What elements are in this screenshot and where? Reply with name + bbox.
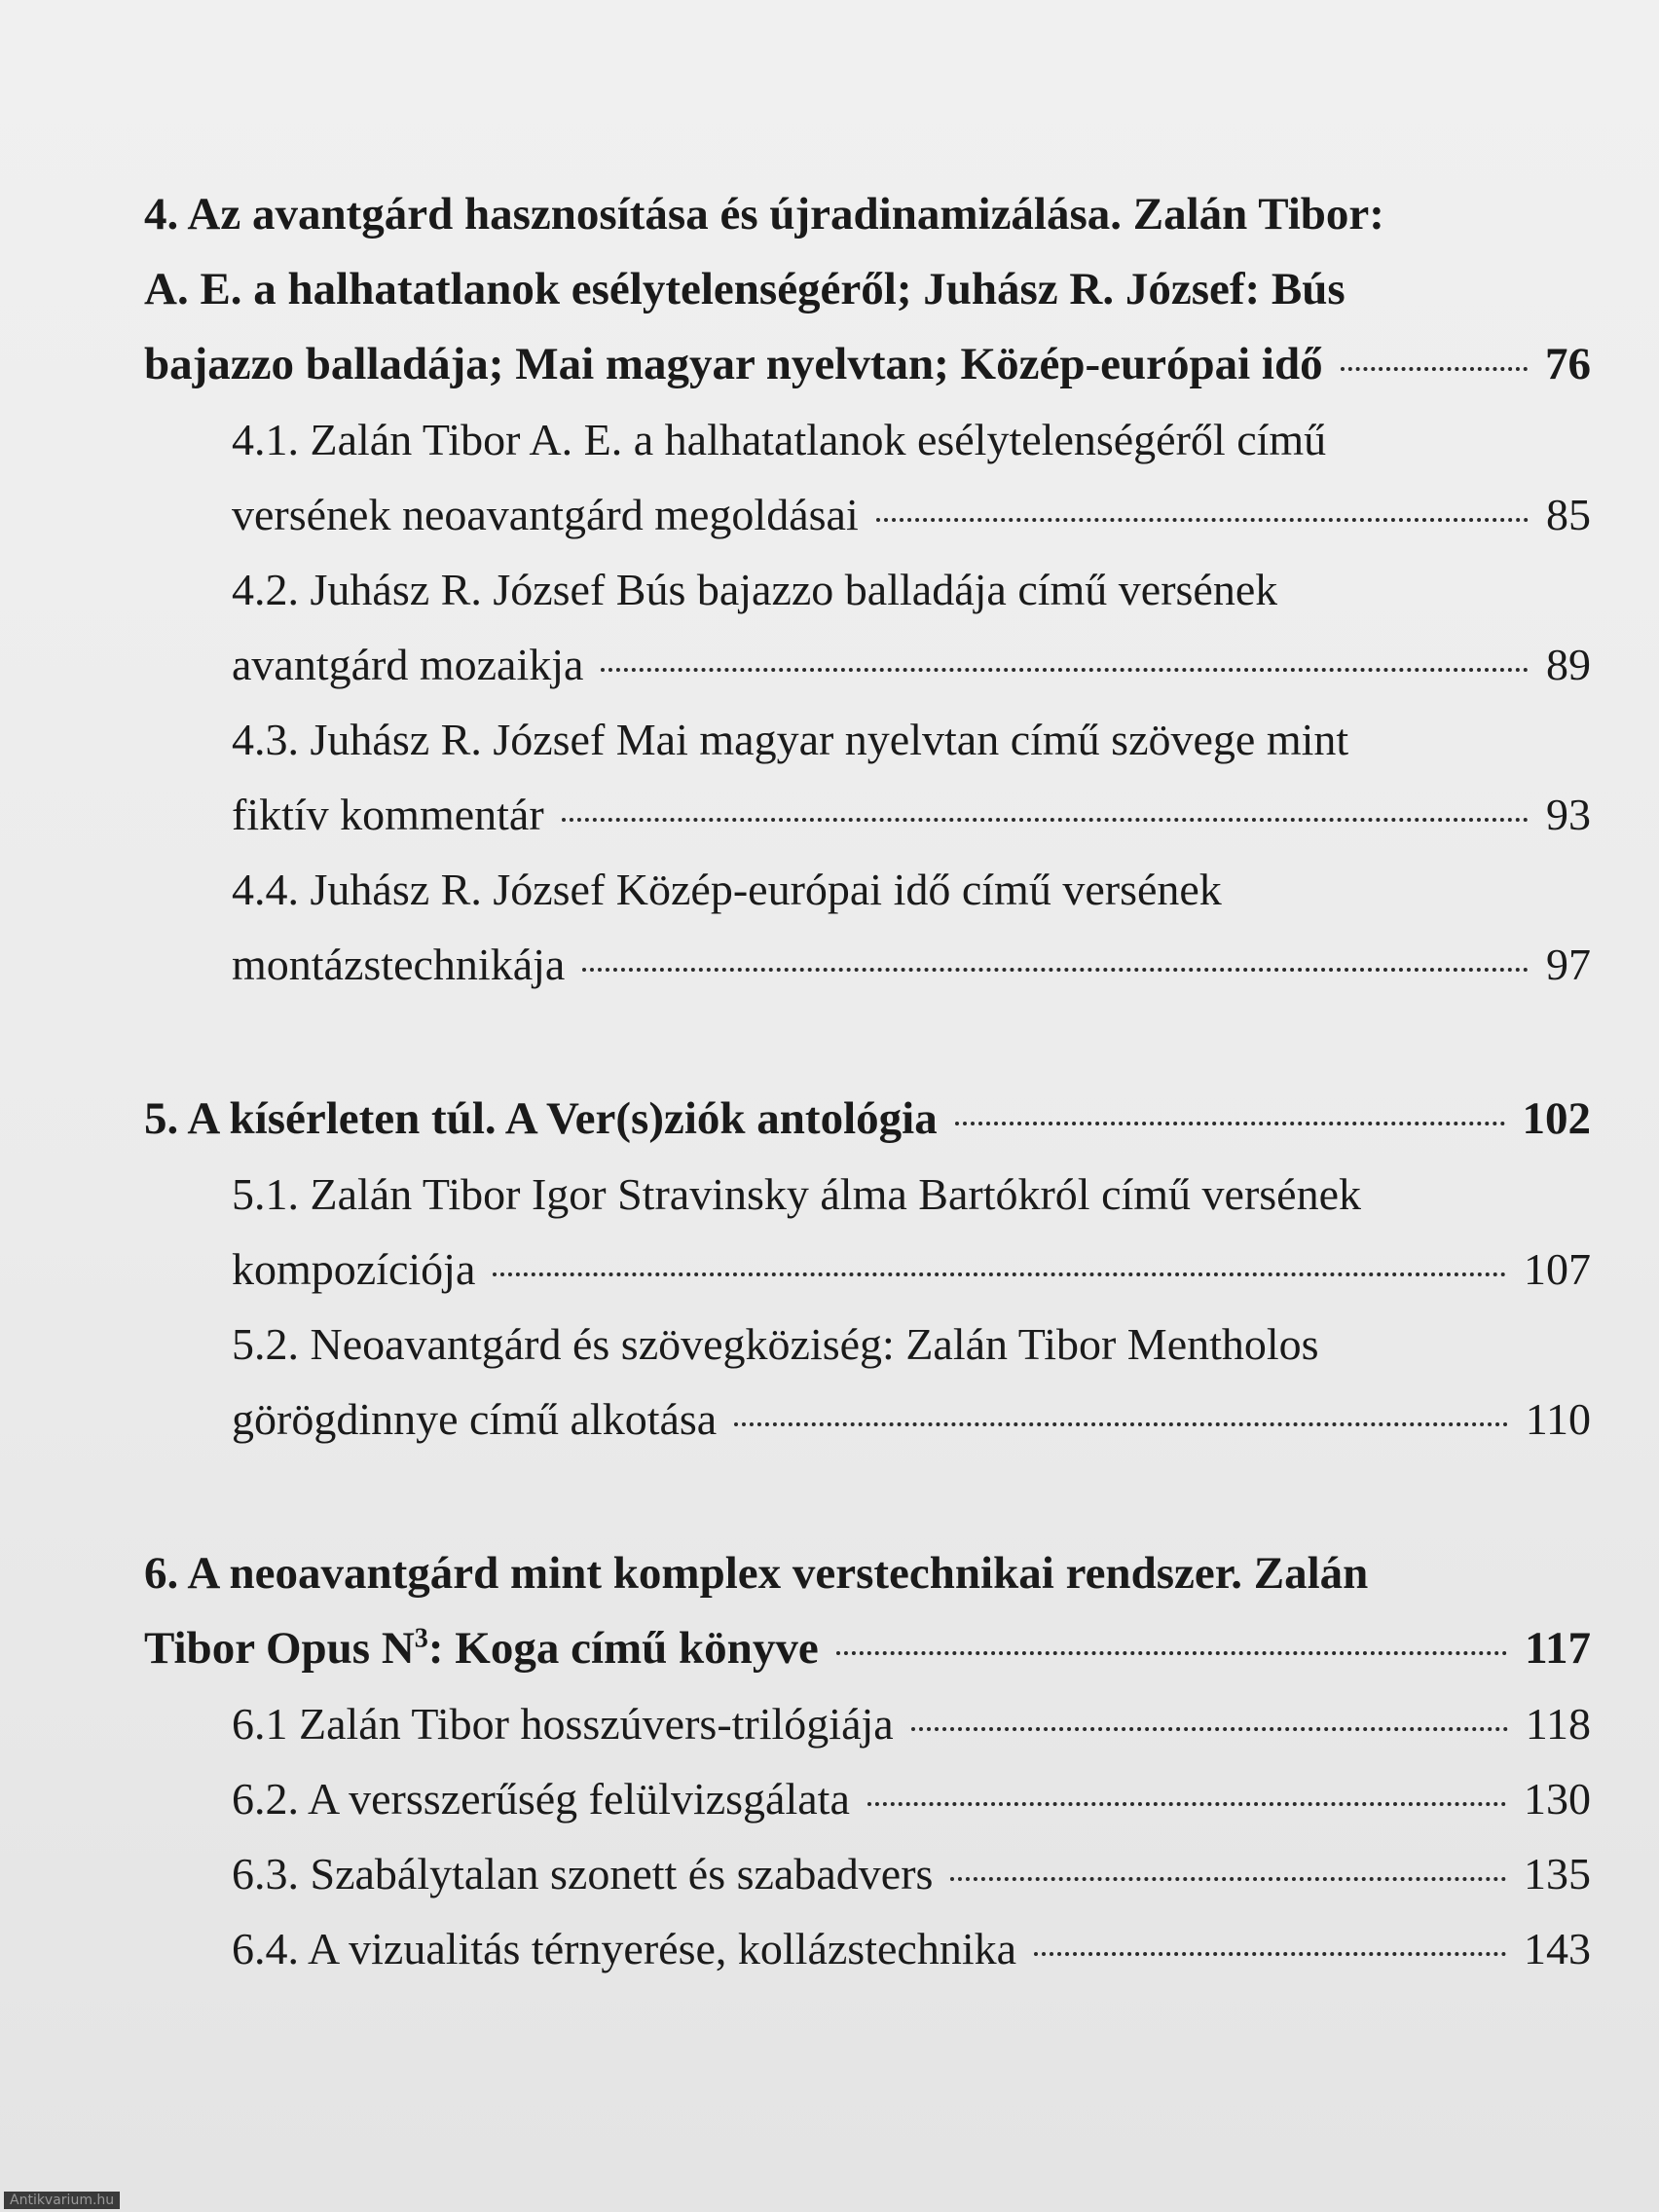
- dot-leader: [950, 1877, 1506, 1881]
- toc-line: [144, 852, 1591, 927]
- dot-leader: [867, 1802, 1506, 1806]
- dot-leader: [582, 968, 1529, 972]
- toc-line: [144, 252, 1591, 327]
- toc-line: [144, 177, 1591, 252]
- page-number: 135: [1524, 1849, 1591, 1899]
- page-number: 118: [1525, 1699, 1591, 1749]
- page-number: 102: [1522, 1093, 1591, 1144]
- toc-chapter-5: [144, 1082, 1591, 1157]
- toc-line: [144, 1611, 1591, 1686]
- watermark-label: Antikvarium.hu: [4, 2192, 120, 2209]
- toc-line: [144, 1382, 1591, 1456]
- toc-chapter-6: [144, 1536, 1591, 1686]
- subsection-title-line: avantgárd mozaikja: [232, 640, 584, 689]
- page-number: 117: [1525, 1623, 1591, 1674]
- toc-line: [144, 327, 1591, 402]
- subsection-title-line: montázstechnikája: [232, 940, 566, 989]
- toc-chapter-4: [144, 177, 1591, 402]
- subsection-title-line: 4.2. Juhász R. József Bús bajazzo balladája című versének: [232, 565, 1278, 614]
- dot-leader: [836, 1651, 1507, 1655]
- page-number: 143: [1524, 1924, 1591, 1973]
- subsection-title-line: görögdinnye című alkotása: [232, 1394, 718, 1444]
- page-number: 93: [1546, 790, 1591, 839]
- chapter-title-line: [144, 1611, 819, 1686]
- page-number: 107: [1524, 1244, 1591, 1294]
- chapter-title-line: 6. A neoavantgárd mint komplex verstechnikai rendszer. Zalán: [144, 1548, 1369, 1599]
- toc-line: [144, 402, 1591, 477]
- dot-leader: [911, 1727, 1508, 1731]
- toc-line: [144, 1536, 1591, 1611]
- chapter-title-part: Tibor Opus N: [144, 1623, 415, 1674]
- page-number: 130: [1524, 1774, 1591, 1824]
- section-gap: [144, 1456, 1591, 1536]
- toc-line: [144, 477, 1591, 552]
- toc-line: [144, 1232, 1591, 1307]
- dot-leader: [601, 668, 1529, 672]
- toc-line: [144, 552, 1591, 627]
- toc-line: [144, 1686, 1591, 1761]
- page-number: 110: [1525, 1394, 1591, 1444]
- toc-line: [144, 1157, 1591, 1232]
- dot-leader: [562, 818, 1529, 822]
- dot-leader: [1034, 1952, 1506, 1956]
- page-number: 97: [1546, 940, 1591, 989]
- chapter-title-line: A. E. a halhatatlanok esélytelenségéről; Juhász R. József: Bús: [144, 264, 1346, 314]
- toc-subsections-6: [144, 1686, 1591, 1986]
- toc-line: [144, 1761, 1591, 1836]
- toc-line: [144, 927, 1591, 1002]
- dot-leader: [955, 1122, 1505, 1125]
- dot-leader: [493, 1272, 1506, 1276]
- page-number: 76: [1545, 339, 1591, 389]
- chapter-title-line: 4. Az avantgárd hasznosítása és újradinamizálása. Zalán Tibor:: [144, 189, 1384, 240]
- page-number: 89: [1546, 640, 1591, 689]
- subsection-title-line: 6.3. Szabálytalan szonett és szabadvers: [232, 1849, 934, 1899]
- subsection-title-line: 6.1 Zalán Tibor hosszúvers-trilógiája: [232, 1699, 894, 1749]
- subsection-title-line: 6.2. A versszerűség felülvizsgálata: [232, 1774, 850, 1824]
- toc-line: [144, 1082, 1591, 1157]
- subsection-title-line: 5.1. Zalán Tibor Igor Stravinsky álma Bartókról című versének: [232, 1169, 1362, 1219]
- toc-line: [144, 627, 1591, 702]
- toc-line: [144, 1307, 1591, 1382]
- subsection-title-line: 4.3. Juhász R. József Mai magyar nyelvtan című szövege mint: [232, 715, 1349, 764]
- section-gap: [144, 1002, 1591, 1082]
- page-number: 85: [1546, 490, 1591, 539]
- chapter-title-part: : Koga című könyve: [427, 1623, 819, 1674]
- toc-line: [144, 1836, 1591, 1911]
- subsection-title-line: 5.2. Neoavantgárd és szövegköziség: Zalán Tibor Mentholos: [232, 1319, 1319, 1369]
- toc-line: [144, 702, 1591, 777]
- subsection-title-line: 4.4. Juhász R. József Közép-európai idő című versének: [232, 865, 1222, 914]
- table-of-contents: [144, 177, 1591, 1986]
- subsection-title-line: versének neoavantgárd megoldásai: [232, 490, 859, 539]
- subsection-title-line: kompozíciója: [232, 1244, 476, 1294]
- toc-line: [144, 777, 1591, 852]
- subsection-title-line: 4.1. Zalán Tibor A. E. a halhatatlanok esélytelenségéről című: [232, 415, 1327, 464]
- toc-subsections-4: [144, 402, 1591, 1002]
- superscript: 3: [414, 1623, 428, 1654]
- subsection-title-line: 6.4. A vizualitás térnyerése, kollázstechnika: [232, 1924, 1017, 1973]
- dot-leader: [1341, 367, 1528, 371]
- toc-line: [144, 1911, 1591, 1986]
- dot-leader: [734, 1422, 1507, 1426]
- subsection-title-line: fiktív kommentár: [232, 790, 544, 839]
- chapter-title-line: bajazzo balladája; Mai magyar nyelvtan; Közép-európai idő: [144, 339, 1323, 389]
- toc-subsections-5: [144, 1157, 1591, 1456]
- dot-leader: [876, 518, 1529, 522]
- chapter-title-line: 5. A kísérleten túl. A Ver(s)ziók antológia: [144, 1093, 938, 1144]
